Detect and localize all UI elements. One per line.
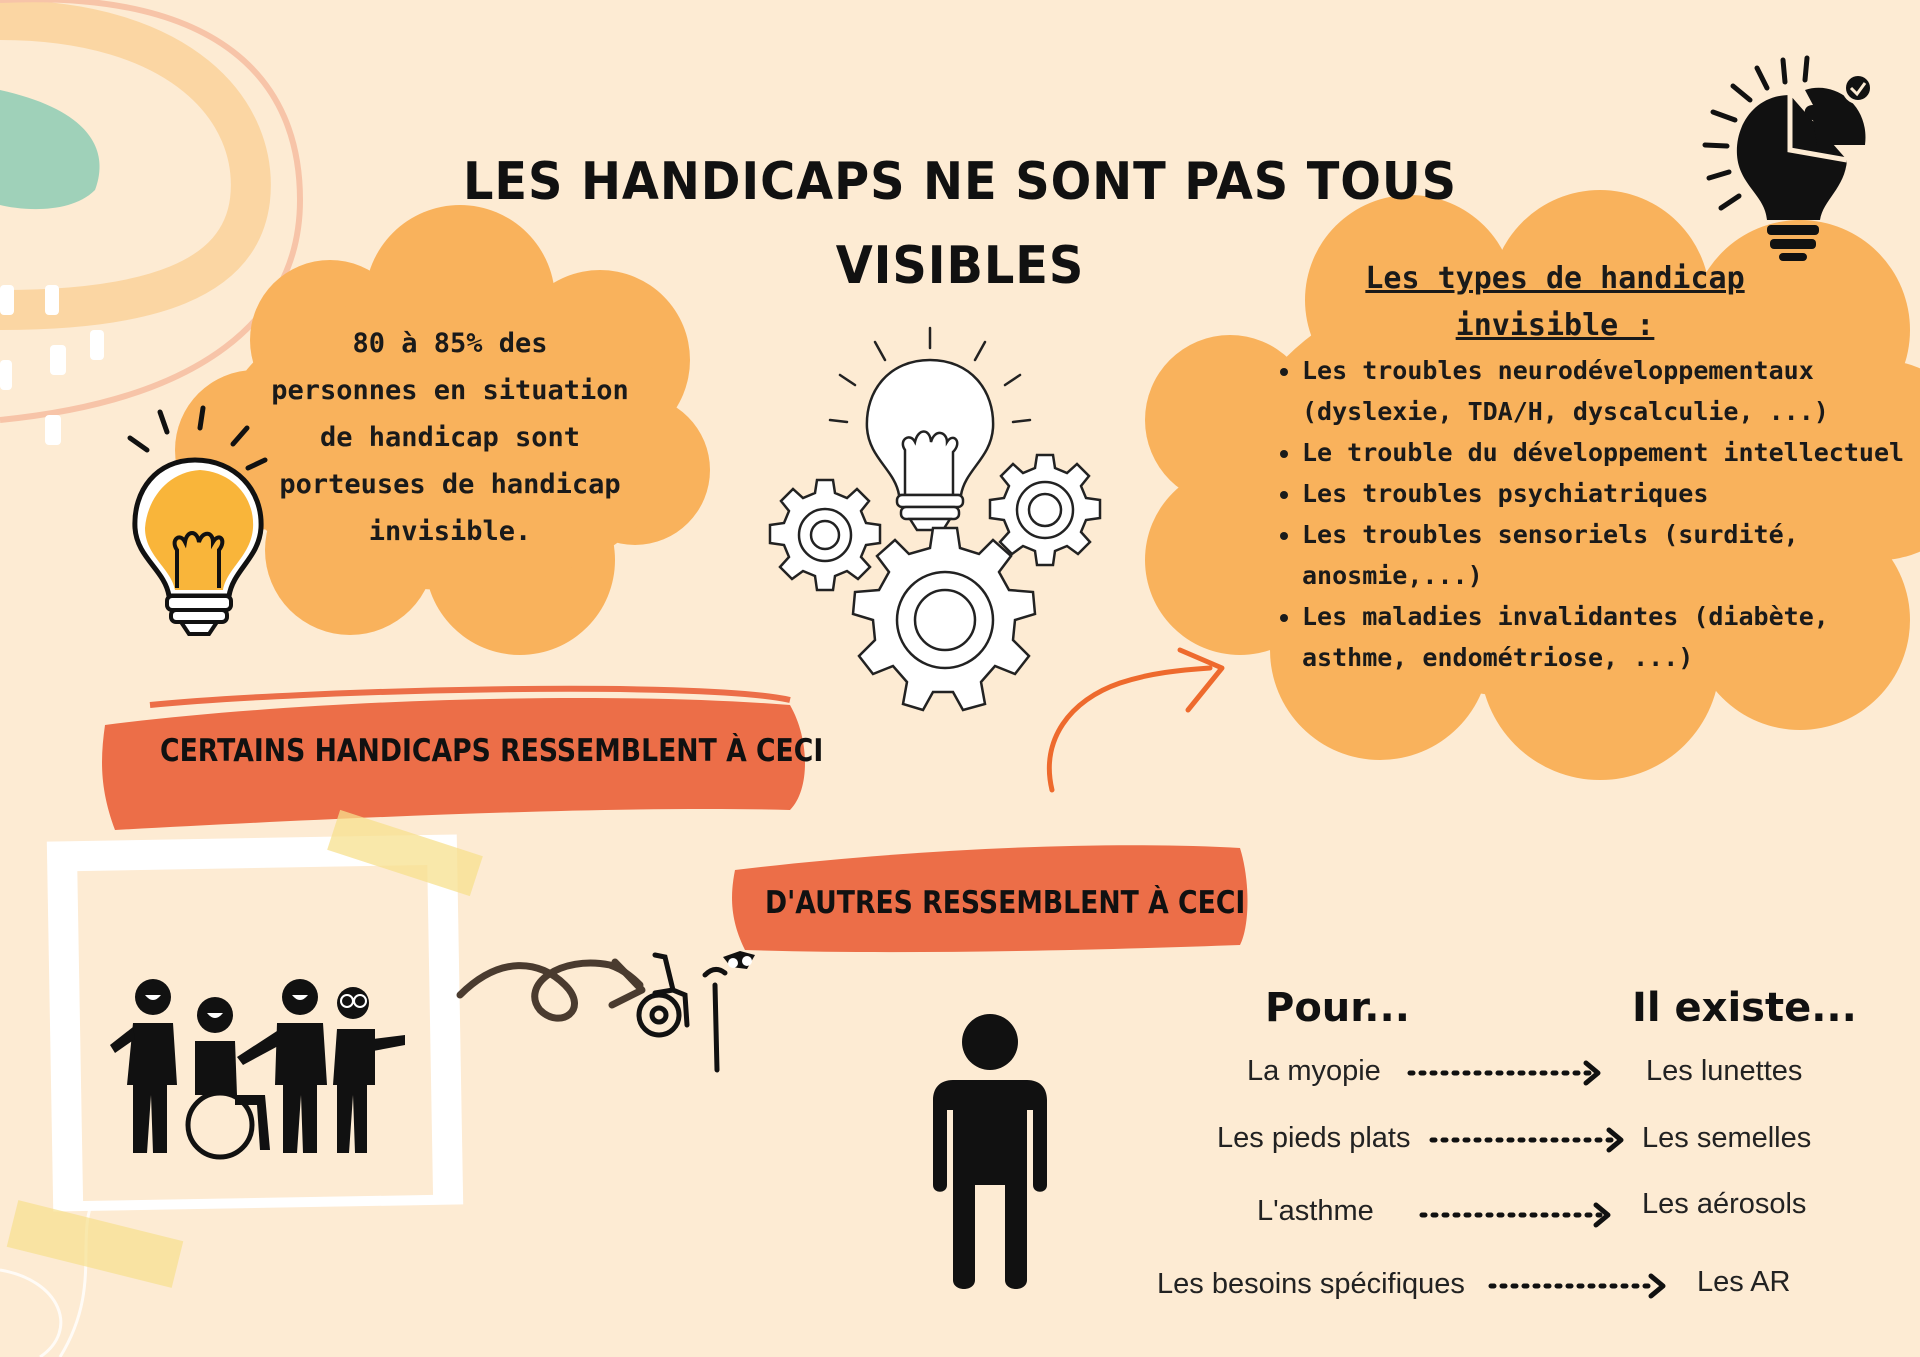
types-title — [1340, 255, 1770, 349]
need-text: Les pieds plats — [1217, 1122, 1411, 1154]
stat-line: porteuses de handicap — [279, 469, 621, 500]
types-title-line2: invisible : — [1455, 308, 1655, 343]
solution-text: Les AR — [1697, 1266, 1791, 1298]
banner-visible-label: CERTAINS HANDICAPS RESSEMBLENT À CECI — [160, 733, 824, 769]
list-item: • Les maladies invalidantes (diabète, asthme, endométriose, ...) — [1302, 596, 1920, 678]
stat-line: 80 à 85% des — [352, 328, 548, 359]
list-item: • Les troubles sensoriels (surdité, anosmie,...) — [1302, 514, 1920, 596]
stat-text — [250, 320, 650, 555]
list-item: • Le trouble du développement intellectuel — [1302, 432, 1920, 473]
stat-line: de handicap sont — [319, 422, 581, 453]
page-title-line2: VISIBLES — [835, 236, 1085, 296]
need-text: L'asthme — [1257, 1195, 1374, 1227]
solution-text: Les semelles — [1642, 1122, 1812, 1154]
banner-invisible-label: D'AUTRES RESSEMBLENT À CECI — [765, 885, 1246, 921]
table-arrow-last — [1485, 1270, 1685, 1300]
wheelchair-cane-icon — [635, 945, 760, 1075]
people-group-icon — [105, 975, 410, 1160]
stat-line: invisible. — [368, 516, 532, 547]
stat-line: personnes en situation — [271, 375, 629, 406]
puzzle-lightbulb-icon — [1695, 50, 1875, 265]
solution-text: Les aérosols — [1642, 1188, 1807, 1220]
lightbulb-gears-icon — [755, 320, 1115, 720]
page-title-line1: LES HANDICAPS NE SONT PAS TOUS — [462, 152, 1458, 212]
types-list — [1270, 350, 1920, 678]
list-item: • Les troubles psychiatriques — [1302, 473, 1920, 514]
solution-text: Les lunettes — [1646, 1055, 1803, 1087]
table-arrows — [1400, 1055, 1640, 1300]
list-item: • Les troubles neurodéveloppementaux (dyslexie, TDA/H, dyscalculie, ...) — [1302, 350, 1920, 432]
person-icon — [925, 1010, 1055, 1290]
col-left-header: Pour... — [1265, 985, 1410, 1031]
col-right-header: Il existe... — [1632, 985, 1857, 1031]
need-text: La myopie — [1247, 1055, 1381, 1087]
need-text: Les besoins spécifiques — [1157, 1268, 1465, 1300]
types-title-line1: Les types de handicap — [1365, 261, 1745, 296]
